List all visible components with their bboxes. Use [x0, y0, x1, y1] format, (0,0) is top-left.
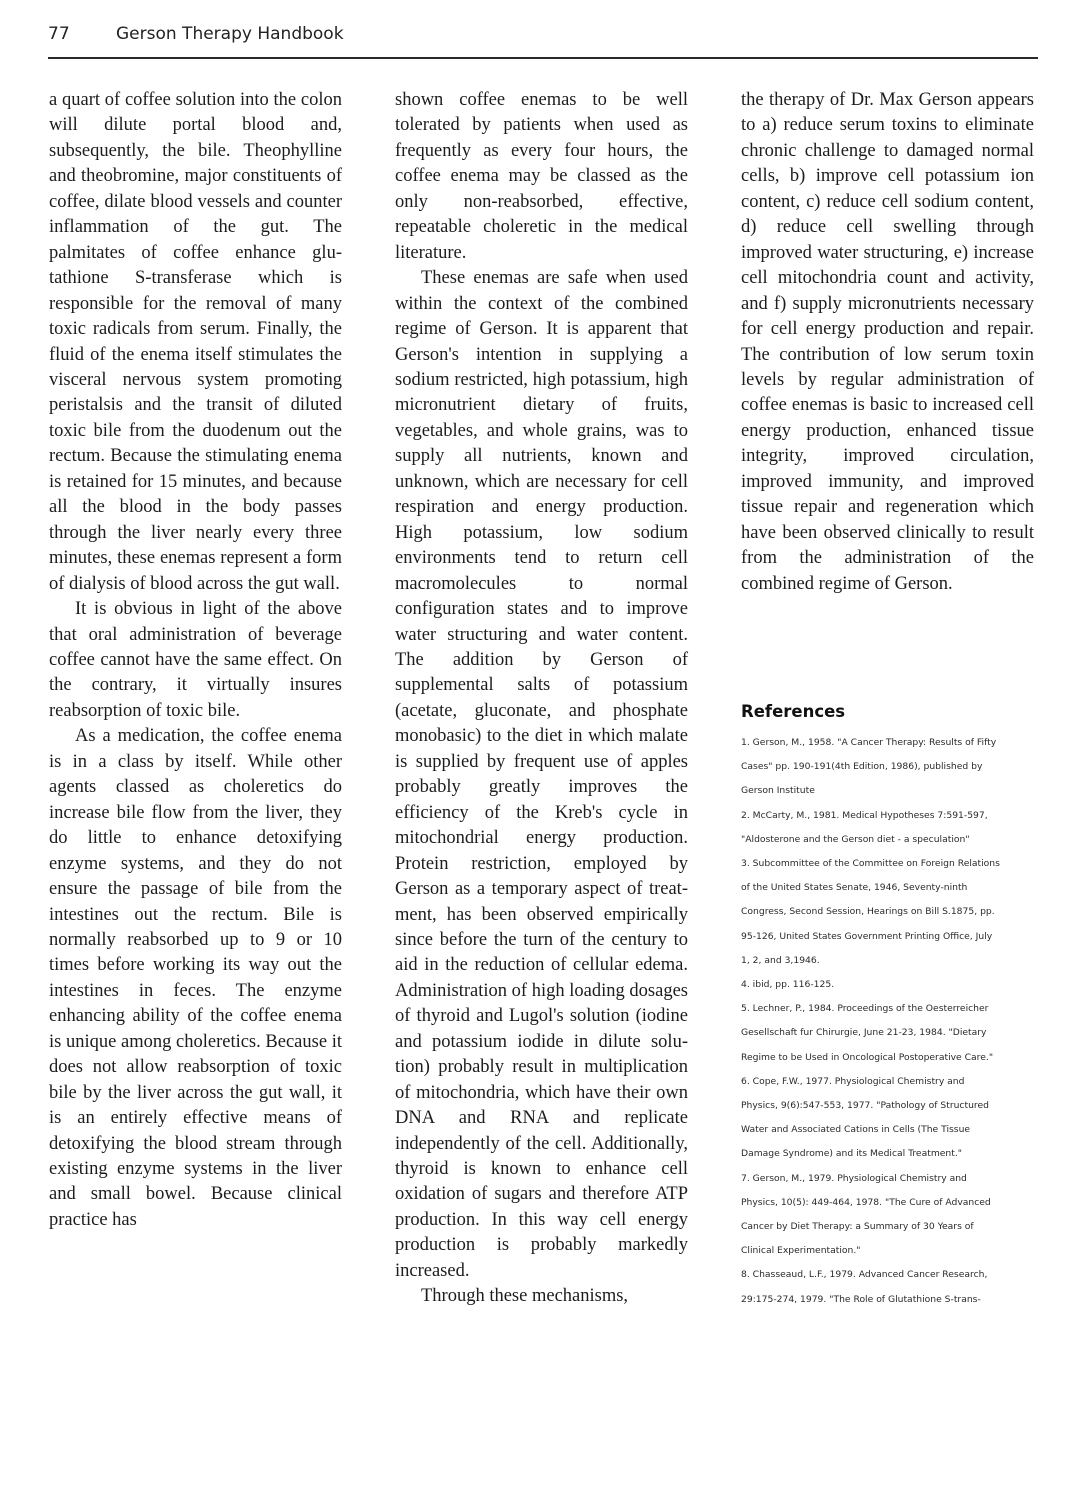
reference-line: Cancer by Diet Therapy: a Summary of 30 Years of [741, 1221, 974, 1233]
header-divider [48, 57, 1038, 59]
body-paragraph: It is obvious in light of the above that oral administration of beverage coffee cannot have the same effect. On the contrary, it virtually insures reabsorption of toxic bile. [49, 599, 342, 721]
text-column-middle [395, 88, 688, 1310]
reference-line: Physics, 9(6):547-553, 1977. "Pathology of Structured [741, 1100, 989, 1112]
reference-line: Gesellschaft fur Chirurgie, June 21-23, 1984. "Dietary [741, 1027, 987, 1039]
text-column-left [49, 88, 342, 1233]
reference-line: 3. Subcommittee of the Committee on Foreign Relations [741, 858, 1000, 870]
reference-line: 6. Cope, F.W., 1977. Physiological Chemistry and [741, 1075, 965, 1087]
body-paragraph: These enemas are safe when used within the context of the combined regime of Gerson. It is apparent that Gerson's intention in supplying a sodium restricted, high potassium, high micronutrient dietary of fruits, vegetables, and whole grains, was to supply all nutrients, known and unknown, which are necessary for cell respiration and energy production. High potassium, low sodium environments tend to return cell macromolecules to normal configuration states and to improve water structuring and water content. The addition by Gerson of supplemental salts of potassium (acetate, gluconate, and phosphate monobasic) to the diet in which malate is supplied by frequent use of apples probably greatly improves the efficiency of the Kreb's cycle in mitochondrial energy production. Protein restriction, employed by Gerson as a temporary aspect of treatment, has been observed empirically since before the turn of the century to aid in the reduction of cellular edema. Administration of high loading dosages of thyroid and Lugol's solution (iodine and potassium iodide in dilute solution) probably result in multiplication of mitochondria, which have their own DNA and RNA and replicate independently of the cell. Additionally, thyroid is known to enhance cell oxidation of sugars and therefore ATP production. In this way cell energy production is probably markedly increased. [395, 268, 688, 1281]
body-paragraph: a quart of coffee solution into the colon will dilute portal blood and, subsequently, the bile. Theophylline and theobromine, major constituents of coffee, dilate blood vessels and counter inflammation of the gut. The palmitates of coffee enhance glutathione S-transferase which is responsible for the removal of many toxic radicals from serum. Finally, the fluid of the enema itself stimulates the visceral nervous system promoting peristalsis and the transit of diluted toxic bile from the duodenum out the rectum. Because the stimulating enema is retained for 15 minutes, and because all the blood in the body passes through the liver nearly every three minutes, these enemas represent a form of dialysis of blood across the gut wall. [49, 90, 342, 594]
body-paragraph: the therapy of Dr. Max Gerson appears to a) reduce serum toxins to eliminate chronic challenge to damaged normal cells, b) improve cell potassium ion content, c) reduce cell sodium content, d) reduce cell swelling through improved water structuring, e) increase cell mitochondria count and activity, and f) supply micronutrients necessary for cell energy production and repair. The contribution of low serum toxin levels by regular administration of coffee enemas is basic to increased cell energy production, enhanced tissue integrity, improved circulation, improved immunity, and improved tissue repair and regeneration which have been observed clinically to result from the administration of the combined regime of Gerson. [741, 90, 1034, 594]
reference-line: Water and Associated Cations in Cells (The Tissue [741, 1124, 971, 1136]
reference-line: 95-126, United States Government Printing Office, July [741, 930, 993, 942]
running-header [48, 20, 1048, 56]
references-section [741, 702, 1041, 1312]
body-paragraph: As a medication, the coffee enema is in a class by itself. While other agents classed as choleretics do increase bile flow from the liver, they do little to enhance detoxifying enzyme systems, and they do not ensure the passage of bile from the intestines out the rectum. Bile is normally reabsorbed up to 9 or 10 times before working its way out the intestines in feces. The enzyme enhancing ability of the coffee enema is unique among choleretics. Because it does not allow reabsorption of toxic bile by the liver across the gut wall, it is an entirely effective means of detoxifying the blood stream through existing enzyme systems in the liver and small bowel. Because clinical practice has [49, 726, 342, 1230]
reference-line: Physics, 10(5): 449-464, 1978. "The Cure of Advanced [741, 1196, 991, 1208]
reference-line: "Aldosterone and the Gerson diet - a speculation" [741, 833, 970, 845]
reference-line: 2. McCarty, M., 1981. Medical Hypotheses 7:591-597, [741, 809, 988, 821]
reference-line: 1, 2, and 3,1946. [741, 954, 820, 966]
references-heading: References [741, 702, 846, 721]
page-number: 77 [48, 24, 70, 44]
reference-line: 1. Gerson, M., 1958. "A Cancer Therapy: Results of Fifty [741, 737, 997, 748]
reference-line: 8. Chasseaud, L.F., 1979. Advanced Cancer Research, [741, 1269, 988, 1281]
body-paragraph: shown coffee enemas to be well tolerated by patients when used as frequently as every four hours, the coffee enema may be classed as the only non-reabsorbed, effective, repeatable choleretic in the medical literature. [395, 90, 688, 263]
reference-line: of the United States Senate, 1946, Seventy-ninth [741, 882, 968, 894]
body-paragraph: Through these mechanisms, [421, 1286, 629, 1307]
reference-line: 4. ibid, pp. 116-125. [741, 979, 835, 991]
book-title: Gerson Therapy Handbook [116, 24, 344, 44]
reference-line: Clinical Experimentation." [741, 1245, 861, 1257]
reference-line: Damage Syndrome) and its Medical Treatment." [741, 1148, 962, 1160]
reference-line: Cases" pp. 190-191(4th Edition, 1986), published by [741, 761, 983, 773]
reference-list [741, 731, 1041, 1312]
reference-line: Congress, Second Session, Hearings on Bill S.1875, pp. [741, 906, 995, 918]
reference-line: 5. Lechner, P., 1984. Proceedings of the Oesterreicher [741, 1003, 989, 1015]
reference-line: Regime to be Used in Oncological Postoperative Care." [741, 1051, 994, 1063]
reference-line: Gerson Institute [741, 785, 815, 797]
text-column-right [741, 88, 1034, 597]
reference-line: 29:175-274, 1979. "The Role of Glutathione S-trans- [741, 1293, 981, 1305]
reference-line: 7. Gerson, M., 1979. Physiological Chemistry and [741, 1172, 967, 1184]
